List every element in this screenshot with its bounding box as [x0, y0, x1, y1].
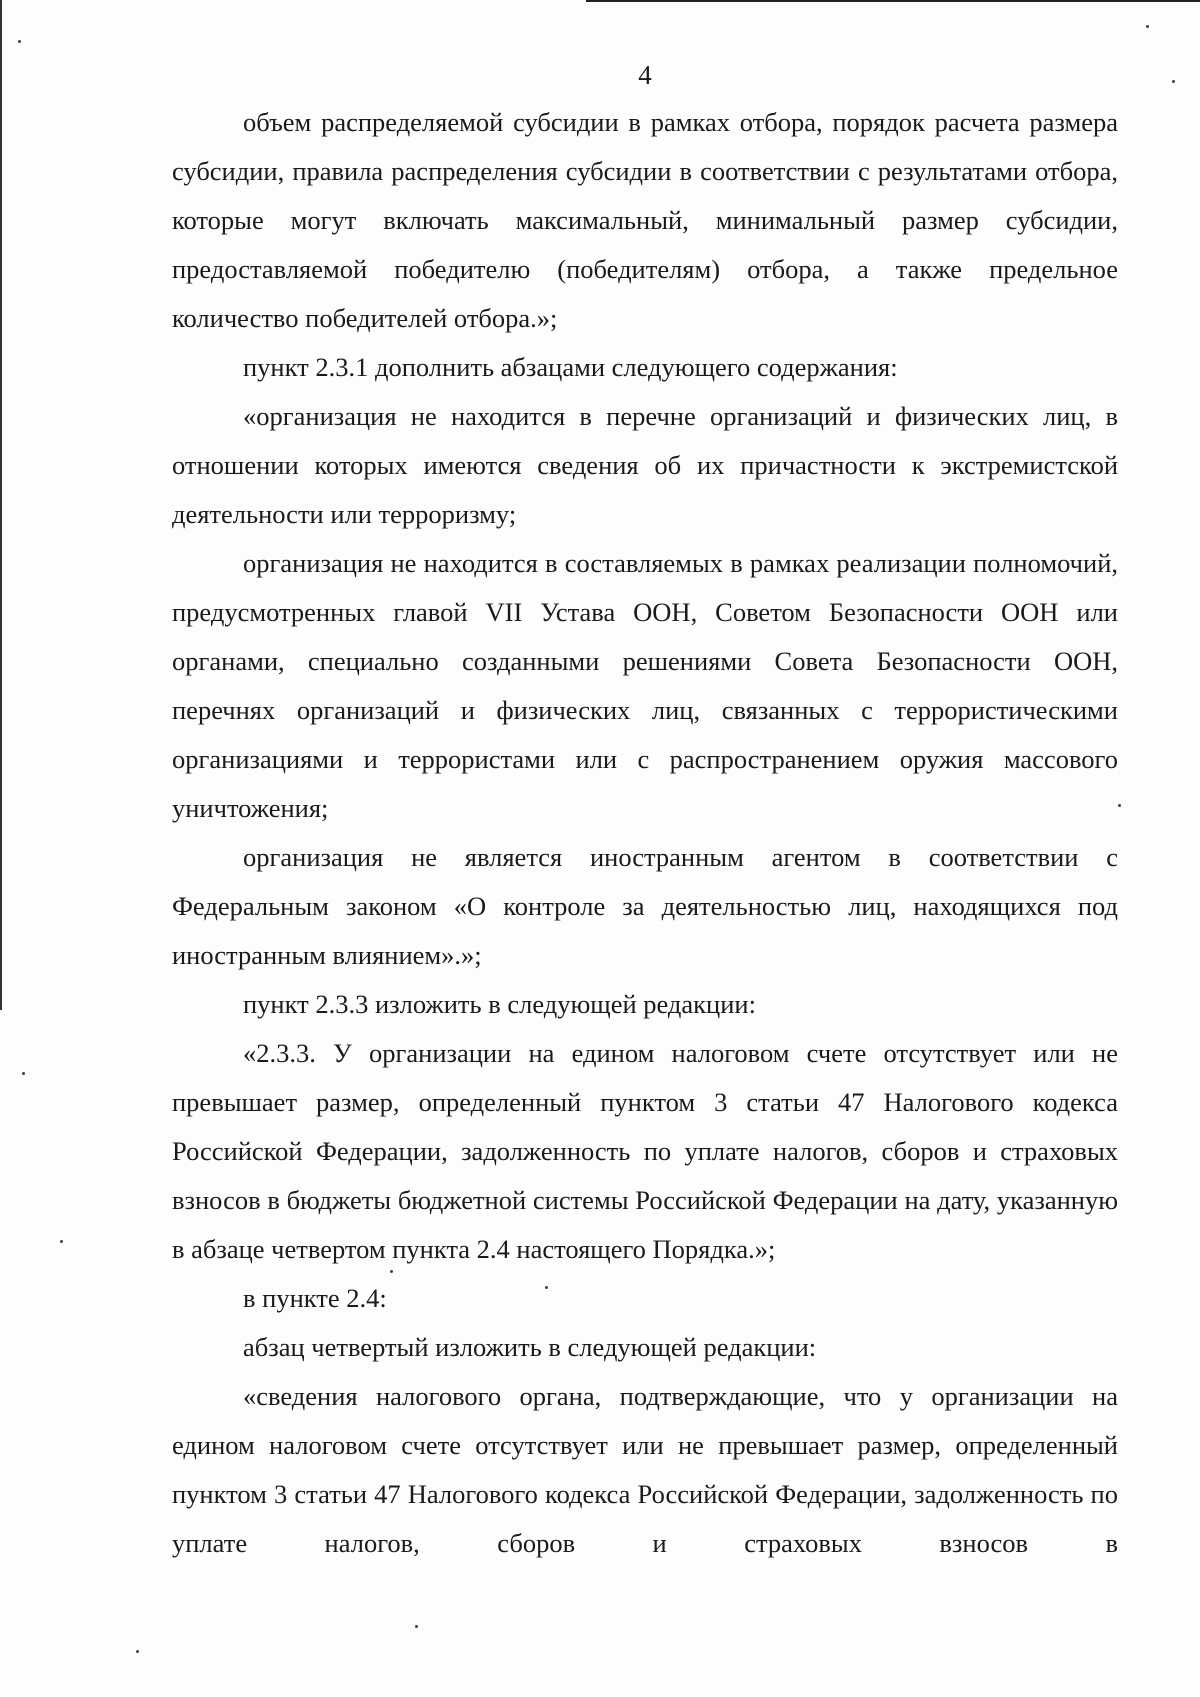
scan-speck: [1146, 25, 1149, 28]
scan-speck: [1118, 804, 1121, 807]
paragraph-tax-authority-info: «сведения налогового органа, подтверждающие, что у организации на едином налоговом счете отсутствует или не превышает размер, определенный пунктом 3 статьи 47 Налогового кодекса Российской Федерации, задолженность по уплате налогов, сборов и страховых взносов в: [172, 1381, 1118, 1558]
scan-speck: [1172, 80, 1175, 83]
paragraph-item-2-3-3-intro: пункт 2.3.3 изложить в следующей редакции:: [243, 989, 756, 1019]
paragraph-item-2-4-intro: в пункте 2.4:: [243, 1283, 387, 1313]
scan-speck: [415, 1625, 418, 1628]
scan-speck: [545, 1286, 548, 1289]
document-body: [172, 98, 1118, 1568]
scan-left-edge-line: [0, 0, 2, 1010]
paragraph-item-2-3-3-text: «2.3.3. У организации на едином налоговом счете отсутствует или не превышает размер, определенный пунктом 3 статьи 47 Налогового кодекса Российской Федерации, задолженность по уплате налогов, сборов и страховых взносов в бюджеты бюджетной системы Российской Федерации на дату, указанную в абзаце четвертом пункта 2.4 настоящего Порядка.»;: [172, 1038, 1118, 1264]
paragraph-extremism-list: «организация не находится в перечне организаций и физических лиц, в отношении которых имеются сведения об их причастности к экстремистской деятельности или терроризму;: [172, 401, 1118, 529]
scan-speck: [390, 1270, 393, 1273]
page-number: 4: [638, 60, 652, 90]
scan-speck: [60, 1240, 63, 1243]
scan-speck: [18, 40, 21, 43]
paragraph-foreign-agent: организация не является иностранным агентом в соответствии с Федеральным законом «О контроле за деятельностью лиц, находящихся под иностранным влиянием».»;: [172, 842, 1118, 970]
paragraph-item-2-3-1-intro: пункт 2.3.1 дополнить абзацами следующего содержания:: [243, 352, 898, 382]
paragraph-subsidy-volume: объем распределяемой субсидии в рамках отбора, порядок расчета размера субсидии, правила распределения субсидии в соответствии с результатами отбора, которые могут включать максимальный, минимальный размер субсидии, предоставляемой победителю (победителям) отбора, а также предельное количество победителей отбора.»;: [172, 107, 1118, 333]
scan-speck: [136, 1650, 139, 1653]
scan-top-edge-line: [586, 0, 1200, 2]
paragraph-fourth-abzac-intro: абзац четвертый изложить в следующей редакции:: [243, 1332, 817, 1362]
paragraph-un-lists: организация не находится в составляемых в рамках реализации полномочий, предусмотренных главой VII Устава ООН, Советом Безопасности ООН или органами, специально созданными решениями Совета Безопасности ООН, перечнях организаций и физических лиц, связанных с террористическими организациями и террористами или с распространением оружия массового уничтожения;: [172, 548, 1118, 823]
scan-speck: [22, 1072, 25, 1075]
